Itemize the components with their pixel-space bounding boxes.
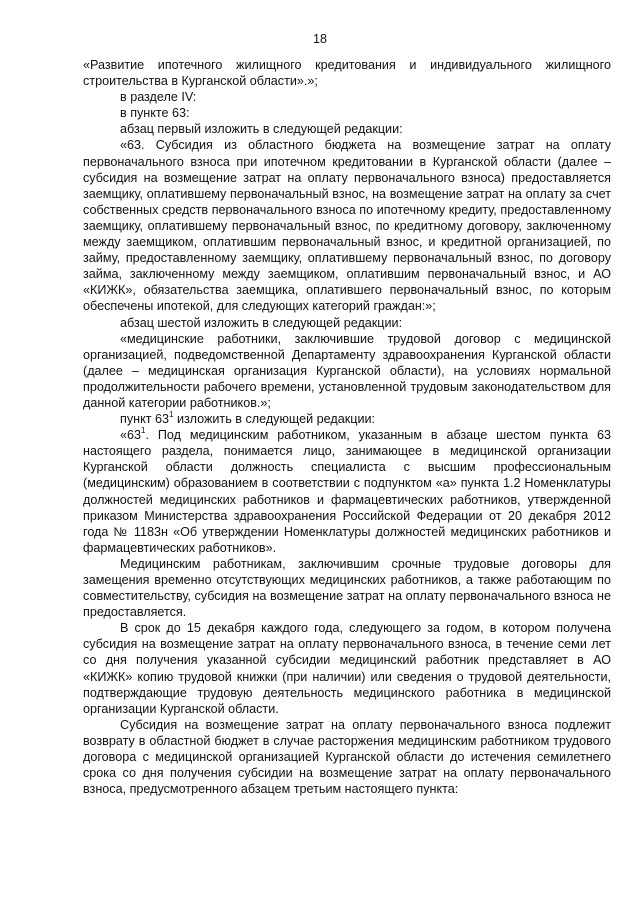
paragraph bbox=[83, 620, 611, 717]
paragraph-text: «медицинские работники, заключившие трудовой договор с медицинской организацией, подведомственной Департаменту здравоохранения Курганской области (далее – медицинская организация Курганской области), на условиях нормальной продолжительности рабочего времени, установленной трудовым законодательством для данной категории работников.»; bbox=[83, 331, 611, 410]
body-text bbox=[83, 57, 611, 797]
paragraph-text: абзац первый изложить в следующей редакции: bbox=[120, 122, 403, 137]
paragraph bbox=[83, 556, 611, 620]
paragraph-text-continued: изложить в следующей редакции: bbox=[173, 412, 376, 427]
paragraph-text: в пункте 63: bbox=[120, 106, 190, 121]
paragraph bbox=[83, 137, 611, 314]
paragraph bbox=[83, 121, 611, 137]
paragraph bbox=[83, 315, 611, 331]
paragraph-text: «63 bbox=[120, 428, 142, 443]
paragraph-text: «Развитие ипотечного жилищного кредитования и индивидуального жилищного строительства в Курганской области».»; bbox=[83, 58, 611, 89]
superscript: 1 bbox=[141, 425, 146, 435]
paragraph bbox=[83, 105, 611, 121]
superscript: 1 bbox=[169, 409, 174, 419]
paragraph-text: пункт 63 bbox=[120, 412, 169, 427]
paragraph-text: абзац шестой изложить в следующей редакции: bbox=[120, 315, 403, 330]
paragraph-text: «63. Субсидия из областного бюджета на возмещение затрат на оплату первоначального взноса при ипотечном кредитовании в Курганской области (далее – субсидия на возмещение затрат на оплату первоначального взноса) предоставляется заемщику, оплатившему первоначальный взнос, на возмещение затрат на оплату за счет собственных средств первоначального взноса по ипотечному кредиту, предоставленному заемщику, оплатившему первоначальный взнос, по кредитному договору, заключенному между заемщиком, оплатившим первоначальный взнос, и кредитной организацией, по займу, предоставленному заемщику, оплатившему первоначальный взнос, по договору займа, заключенному между заемщиком, оплатившим первоначальный взнос, и АО «КИЖК», обязательства заемщика, оплатившего первоначальный взнос, по которым обеспечены ипотекой, для следующих категорий граждан:»; bbox=[83, 138, 611, 314]
paragraph bbox=[83, 331, 611, 411]
paragraph bbox=[83, 427, 611, 556]
paragraph-text: В срок до 15 декабря каждого года, следующего за годом, в котором получена субсидия на возмещение затрат на оплату первоначального взноса, в течение семи лет со дня получения указанной субсидии медицинский работник представляет в АО «КИЖК» копию трудовой книжки (при наличии) или сведения о трудовой деятельности, подтверждающие трудовую деятельность медицинского работника в медицинской организации Курганской области. bbox=[83, 621, 611, 716]
page-number: 18 bbox=[313, 32, 327, 46]
paragraph-text: в разделе IV: bbox=[120, 90, 197, 105]
paragraph bbox=[83, 57, 611, 89]
paragraph-text: Субсидия на возмещение затрат на оплату первоначального взноса подлежит возврату в областной бюджет в случае расторжения медицинским работником трудового договора с медицинской организацией Курганской области до истечения семилетнего срока со дня получения субсидии на возмещение затрат на оплату первоначального взноса, предусмотренного абзацем третьим настоящего пункта: bbox=[83, 717, 611, 797]
paragraph bbox=[83, 717, 611, 797]
paragraph-text: Медицинским работникам, заключившим срочные трудовые договоры для замещения временно отсутствующих медицинских работников, а также работающим по совместительству, субсидия на возмещение затрат на оплату первоначального взноса не предоставляется. bbox=[83, 556, 611, 620]
paragraph-text-continued: . Под медицинским работником, указанным в абзаце шестом пункта 63 настоящего раздела, понимается лицо, занимающее в медицинской организации Курганской области должность специалиста с высшим профессиональным (медицинским) образованием в соответствии с подпунктом «а» пункта 1.2 Номенклатуры должностей медицинских работников и фармацевтических работников, утвержденной приказом Министерства здравоохранения Российской Федерации от 20 декабря 2012 года № 1183н «Об утверждении Номенклатуры должностей медицинских работников и фармацевтических работников». bbox=[83, 428, 611, 555]
paragraph bbox=[83, 411, 611, 427]
paragraph bbox=[83, 89, 611, 105]
